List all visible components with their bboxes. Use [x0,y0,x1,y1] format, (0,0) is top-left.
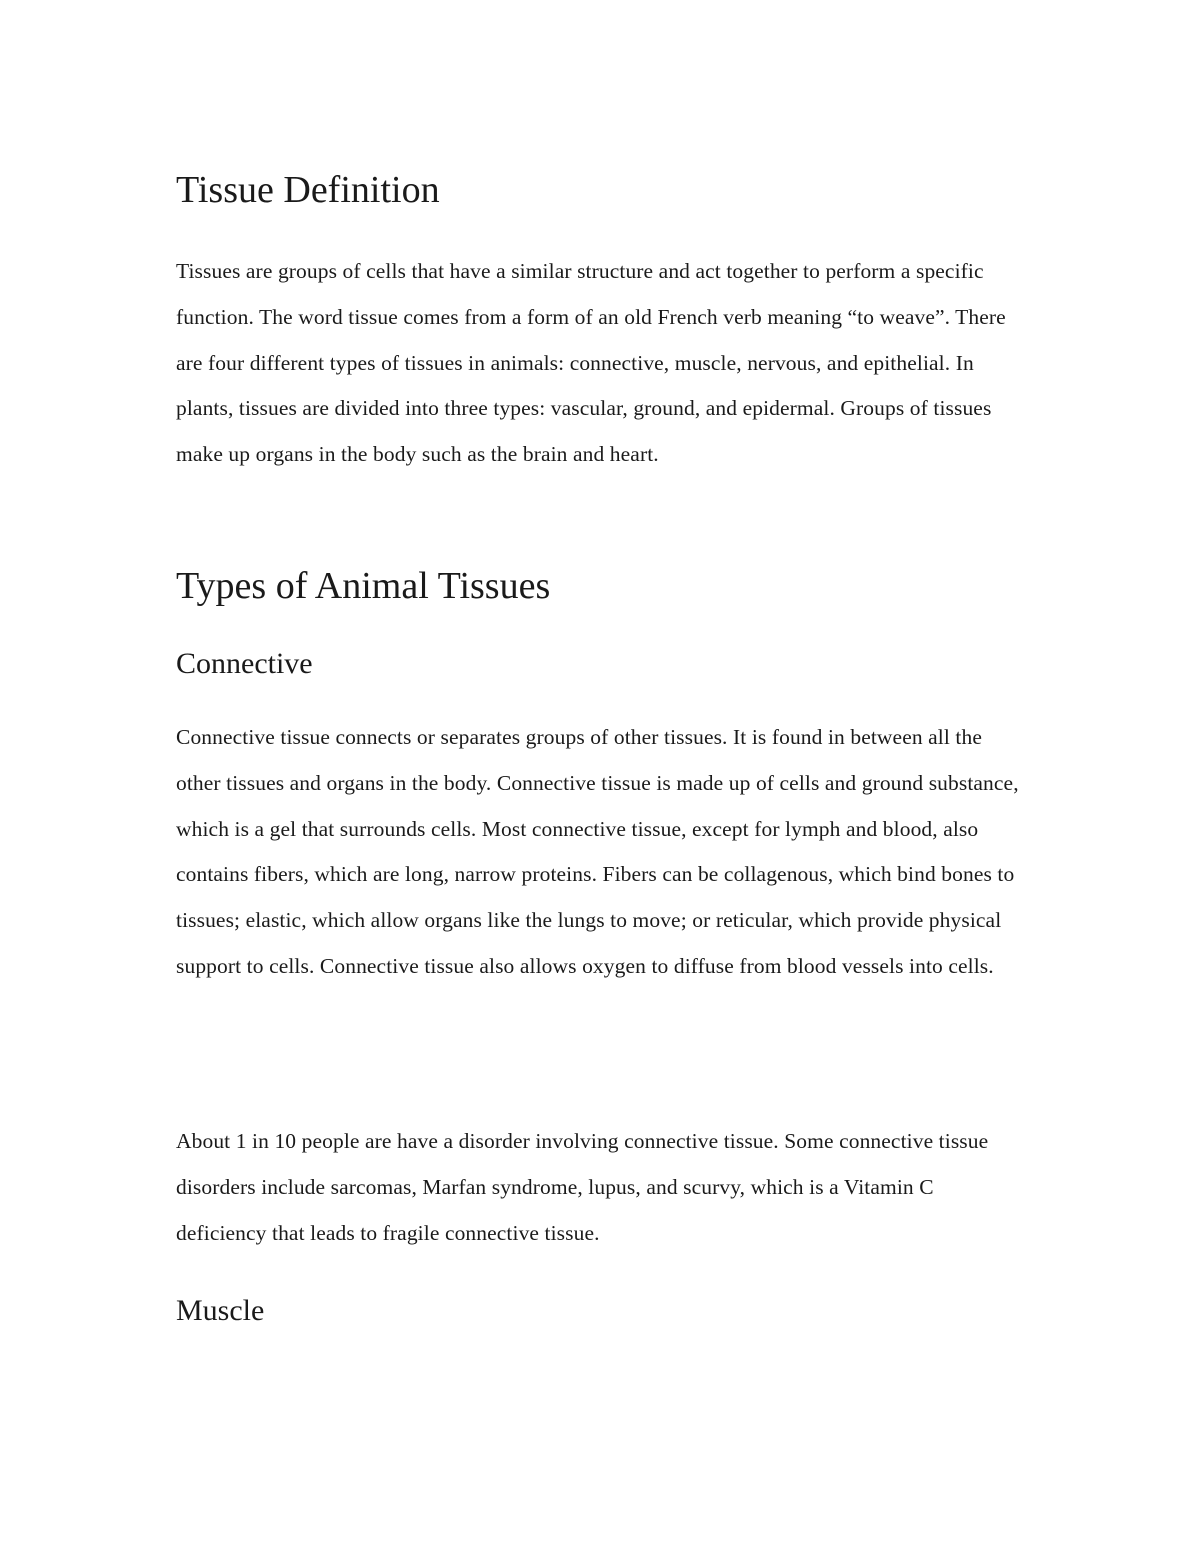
paragraph-tissue-definition: Tissues are groups of cells that have a similar structure and act together to perform a specific function. The word tissue comes from a form of an old French verb meaning “to weave”. There are four different types of tissues in animals: connective, muscle, nervous, and epithelial. In plants, tissues are divided into three types: vascular, ground, and epidermal. Groups of tissues make up organs in the body such as the brain and heart. [176,259,1006,467]
paragraph-connective-disorders: About 1 in 10 people are have a disorder involving connective tissue. Some connective tissue disorders include sarcomas, Marfan syndrome, lupus, and scurvy, which is a Vitamin C deficiency that leads to fragile connective tissue. [176,1129,989,1245]
heading-connective: Connective [176,647,313,680]
paragraph-connective-description: Connective tissue connects or separates groups of other tissues. It is found in between all the other tissues and organs in the body. Connective tissue is made up of cells and ground substance, which is a gel that surrounds cells. Most connective tissue, except for lymph and blood, also contains fibers, which are long, narrow proteins. Fibers can be collagenous, which bind bones to tissues; elastic, which allow organs like the lungs to move; or reticular, which provide physical support to cells. Connective tissue also allows oxygen to diffuse from blood vessels into cells. [176,725,1019,978]
heading-types-of-animal-tissues: Types of Animal Tissues [176,565,551,607]
heading-tissue-definition: Tissue Definition [176,169,440,211]
heading-muscle: Muscle [176,1294,265,1327]
